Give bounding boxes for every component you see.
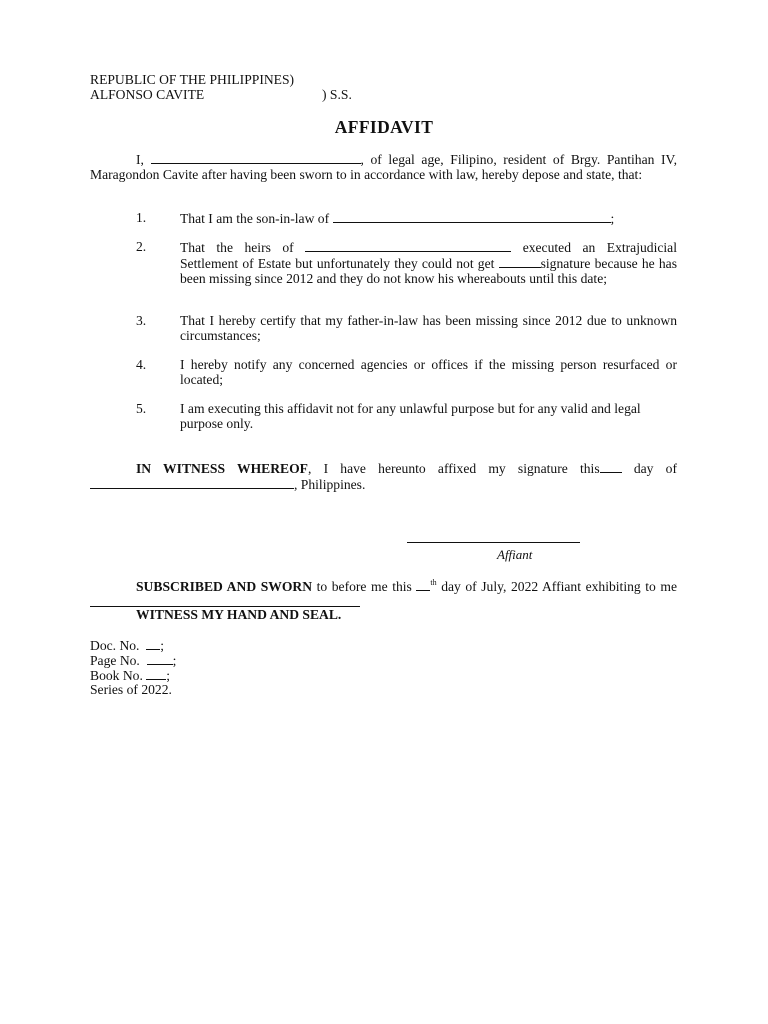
item-5-text: I am executing this affidavit not for any unlawful purpose but for any valid and legal purpose only. — [180, 401, 641, 431]
item-1-b: ; — [610, 211, 615, 226]
item-2-number: 2. — [136, 239, 147, 254]
item-2-a: That the heirs of — [180, 240, 294, 255]
jurat-heading: SUBSCRIBED AND SWORN — [136, 579, 313, 594]
jurat-b: day of July, 2022 Affiant — [441, 579, 582, 594]
place-blank — [90, 476, 294, 489]
item-3-text: That I hereby certify that my father-in-law has been missing since 2012 due to unknown circumstances; — [180, 313, 677, 343]
name-blank — [151, 151, 361, 164]
jurat-sup: th — [430, 578, 437, 587]
signature-blank — [499, 255, 541, 268]
doc-no-blank — [146, 637, 160, 650]
item-4-text: I hereby notify any concerned agencies or offices if the missing person resurfaced or located; — [180, 357, 677, 387]
item-2-text — [180, 239, 677, 286]
item-2-c: signature because he has been missing since 2012 and they do not know his whereabouts until this date; — [180, 256, 677, 286]
jurat-c: exhibiting to me — [585, 579, 677, 594]
intro-rest: , of legal age, Filipino, resident of Brgy. Pantihan IV, Maragondon Cavite after having been sworn to in accordance with law, hereby depose and state, that: — [90, 152, 677, 182]
book-no: Book No. ; — [90, 668, 171, 683]
venue-line-2-right: ) S.S. — [322, 87, 352, 102]
venue-line-2-left: ALFONSO CAVITE — [90, 87, 205, 102]
item-1-a: That I am the son-in-law of — [180, 211, 330, 226]
page-no-label: Page No. — [90, 653, 140, 668]
item-1-number: 1. — [136, 210, 147, 225]
doc-no: Doc. No. ; — [90, 638, 165, 653]
witness-paragraph — [90, 460, 677, 492]
witness-c: , Philippines. — [294, 477, 366, 492]
affiant-signature-line — [407, 542, 580, 543]
intro-start: I, — [136, 152, 144, 167]
item-3-number: 3. — [136, 313, 147, 328]
witness-b: day of — [633, 461, 677, 476]
witness-a: , I have hereunto affixed my signature this — [307, 461, 600, 476]
jurat-paragraph — [90, 578, 677, 610]
item-1-text — [180, 210, 677, 226]
jurat-a: to before me this — [316, 579, 412, 594]
item-4-number: 4. — [136, 357, 147, 372]
father-in-law-blank — [333, 210, 611, 223]
book-no-label: Book No. — [90, 668, 143, 683]
id-blank — [90, 594, 360, 607]
book-no-blank — [146, 667, 166, 680]
doc-no-label: Doc. No. — [90, 638, 140, 653]
item-2-b: executed an Extrajudicial Settlement of Estate but unfortunately they could not get — [180, 240, 677, 271]
page-no-blank — [147, 652, 173, 665]
seal-line: WITNESS MY HAND AND SEAL. — [136, 607, 342, 622]
affiant-label: Affiant — [497, 547, 533, 562]
item-5-number: 5. — [136, 401, 147, 416]
jurat-day-blank — [416, 578, 430, 591]
heirs-blank — [305, 239, 511, 252]
document-title: AFFIDAVIT — [334, 117, 434, 137]
page-no: Page No. ; — [90, 653, 177, 668]
venue-line-1: REPUBLIC OF THE PHILIPPINES) — [90, 72, 295, 87]
day-blank — [600, 460, 622, 473]
witness-heading: IN WITNESS WHEREOF — [136, 461, 308, 476]
series: Series of 2022. — [90, 682, 172, 697]
intro-paragraph — [90, 151, 677, 182]
